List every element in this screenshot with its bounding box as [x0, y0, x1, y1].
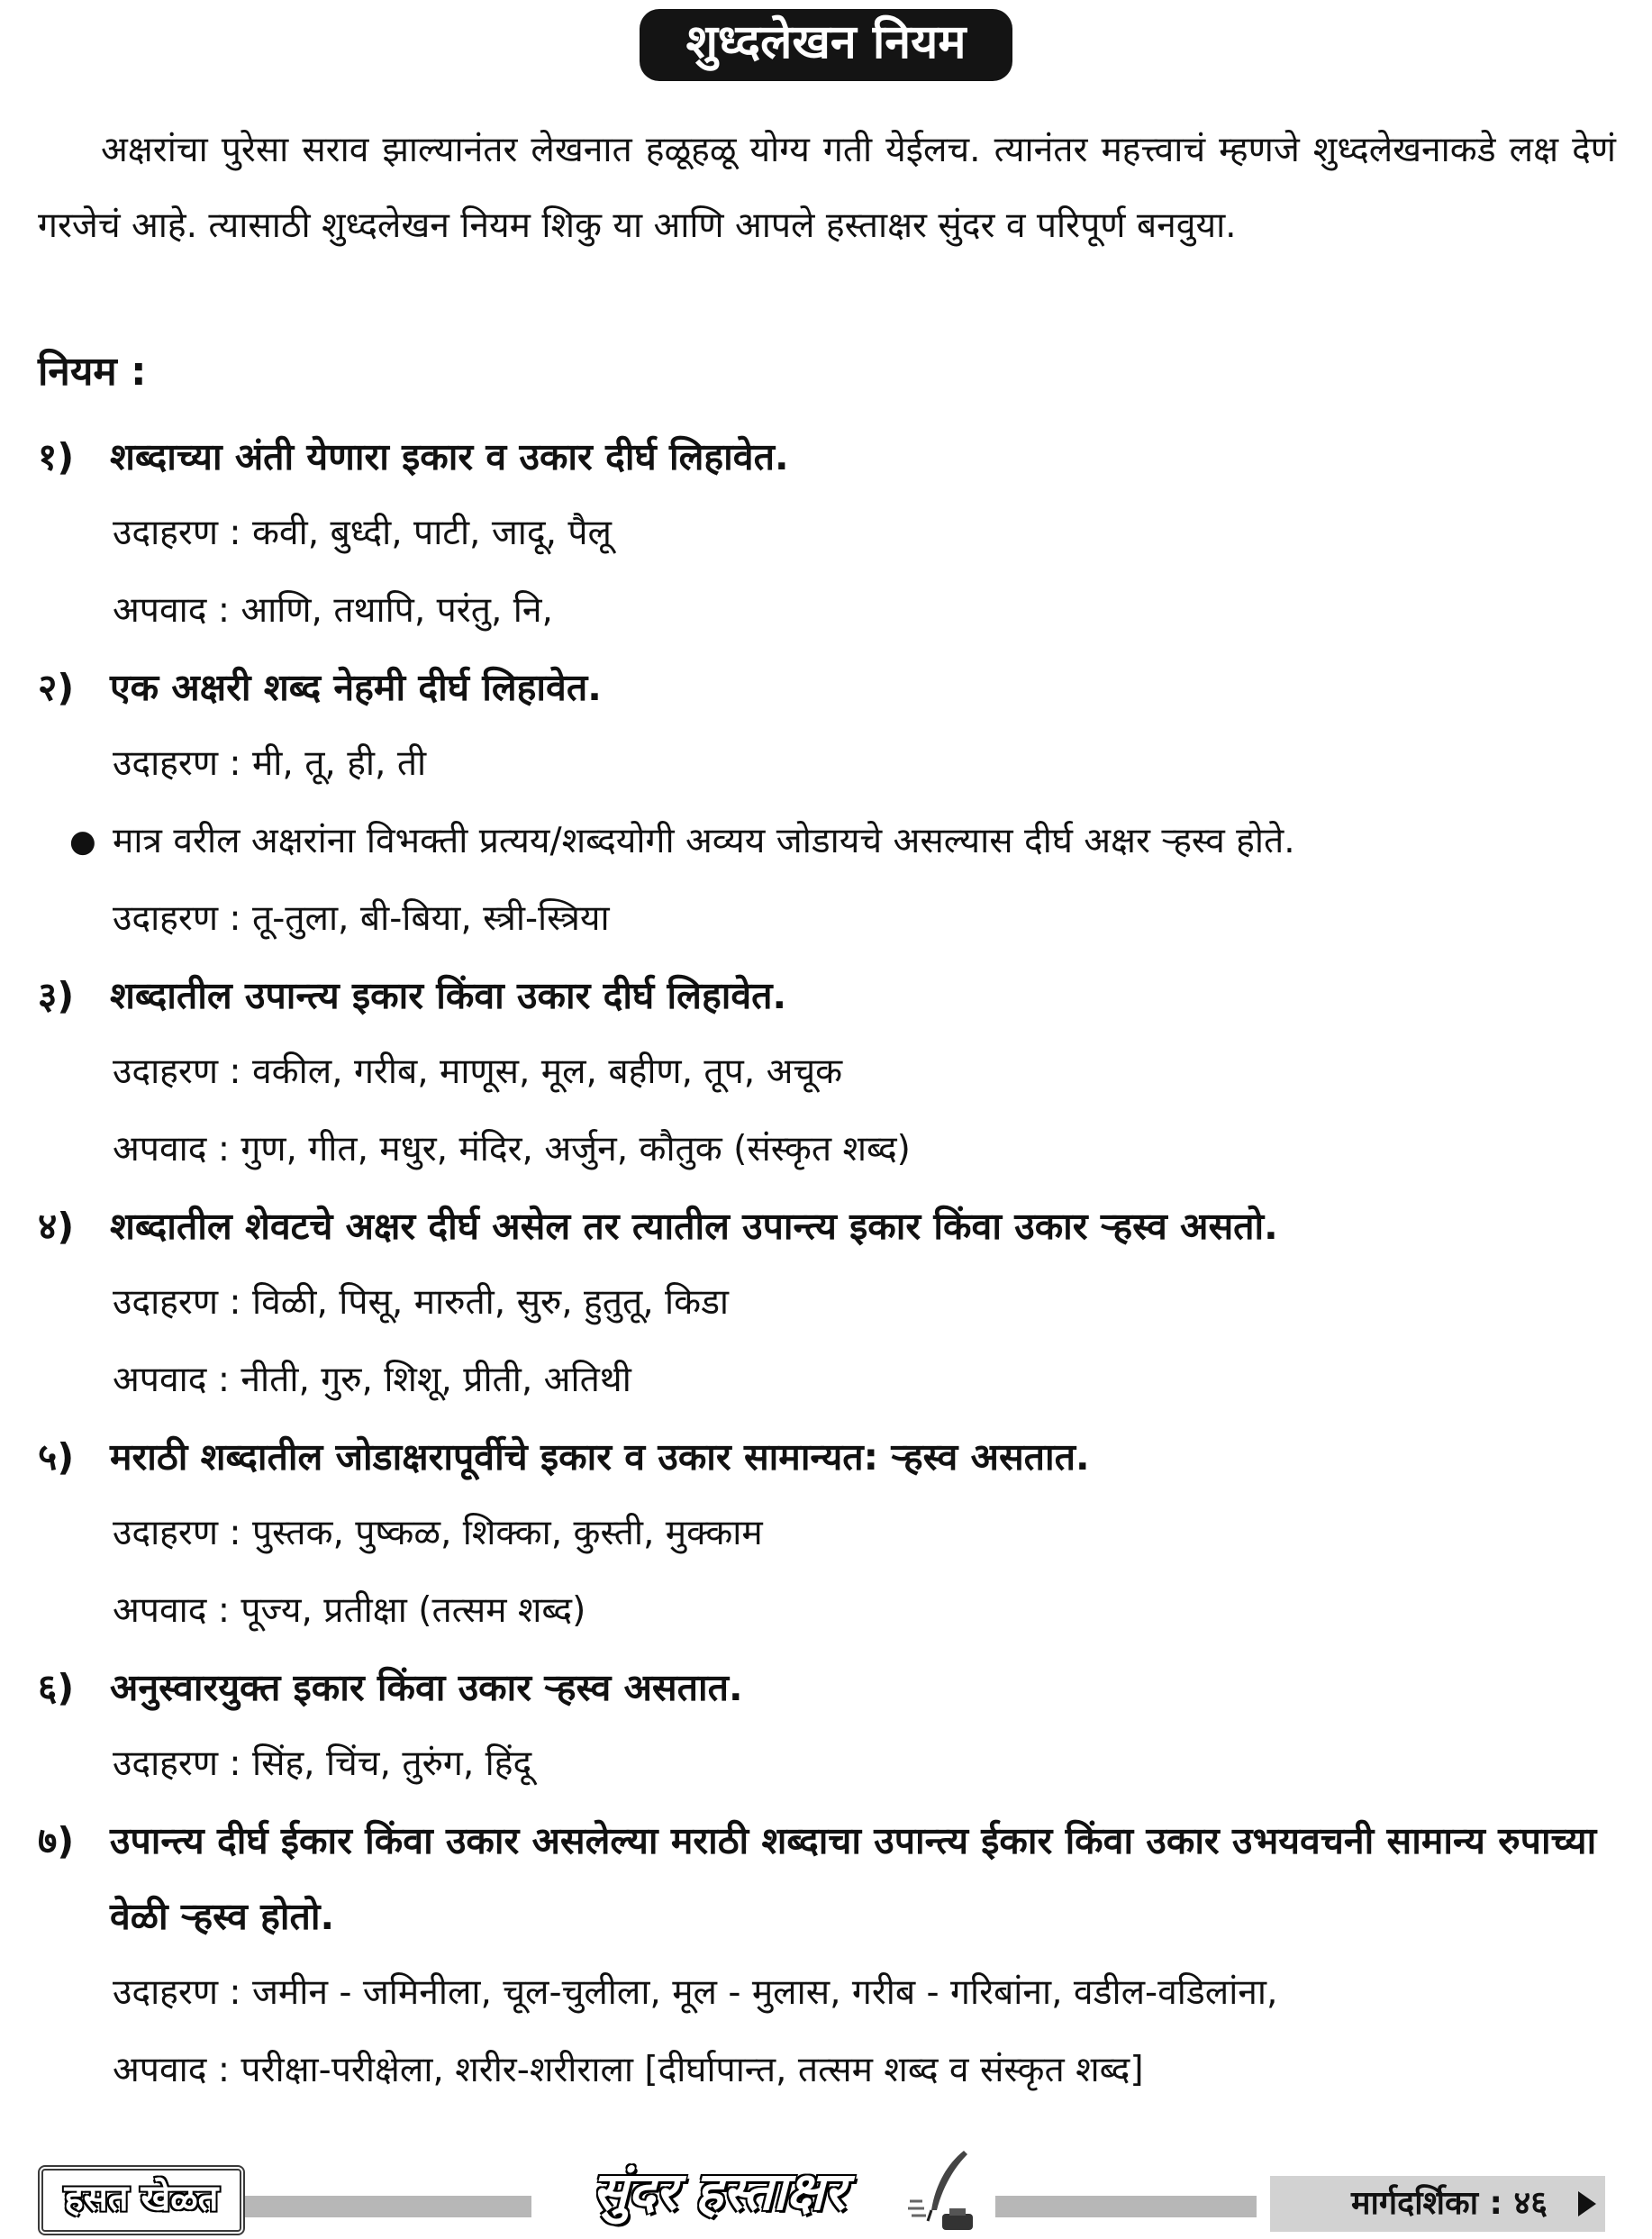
- rule-heading: मराठी शब्दातील जोडाक्षरापूर्वीचे इकार व उकार सामान्यत: ऱ्हस्व असतात.: [110, 1435, 1090, 1479]
- rule-number: १): [38, 435, 75, 478]
- rule-3: [38, 958, 1616, 1188]
- rule-example: उदाहरण : वकील, गरीब, माणूस, मूल, बहीण, तूप, अचूक: [113, 1051, 843, 1092]
- sundar-hastakshar-logo: सुंदर हस्ताक्षर: [592, 2161, 846, 2222]
- rule-5: [38, 1419, 1616, 1650]
- rule-heading: अनुस्वारयुक्त इकार किंवा उकार ऱ्हस्व असतात.: [110, 1666, 743, 1709]
- rule-example: उदाहरण : कवी, बुध्दी, पाटी, जादू, पैलू: [113, 513, 612, 553]
- rules-label: नियम :: [38, 349, 147, 395]
- rule-heading: शब्दातील शेवटचे अक्षर दीर्घ असेल तर त्यातील उपान्त्य इकार किंवा उकार ऱ्हस्व असतो.: [110, 1205, 1278, 1248]
- rule-example-2: उदाहरण : तू-तुला, बी-बिया, स्त्री-स्त्रिया: [113, 898, 610, 939]
- rule-number: ३): [38, 974, 75, 1017]
- page-title: शुध्दलेखन नियम: [640, 9, 1013, 81]
- rules-list: [38, 419, 1616, 2109]
- play-arrow-icon: [1578, 2191, 1596, 2216]
- rule-number: ७): [38, 1819, 75, 1862]
- rule-exception: अपवाद : परीक्षा-परीक्षेला, शरीर-शरीराला [दीर्घापान्त, तत्सम शब्द व संस्कृत शब्द]: [113, 2050, 1144, 2090]
- guide-page-label: [1270, 2176, 1605, 2232]
- rule-4: [38, 1188, 1616, 1419]
- rule-exception: अपवाद : पूज्य, प्रतीक्षा (तत्सम शब्द): [113, 1590, 586, 1631]
- footer-divider-left: [234, 2196, 531, 2217]
- footer-divider-right: [995, 2196, 1257, 2217]
- rule-7: [38, 1803, 1616, 2109]
- rule-number: ६): [38, 1666, 75, 1709]
- rule-heading: उपान्त्य दीर्घ ईकार किंवा उकार असलेल्या मराठी शब्दाचा उपान्त्य ईकार किंवा उकार उभयवचनी सामान्य रुपाच्या वेळी ऱ्हस्व होतो.: [110, 1819, 1597, 1938]
- intro-paragraph: अक्षरांचा पुरेसा सराव झाल्यानंतर लेखनात हळूहळू योग्य गती येईलच. त्यानंतर महत्त्वाचं म्हणजे शुध्दलेखनाकडे लक्ष देणं गरजेचं आहे. त्यासाठी शुध्दलेखन नियम शिकु या आणि आपले हस्ताक्षर सुंदर व परिपूर्ण बनवुया.: [38, 130, 1616, 246]
- rule-exception: अपवाद : आणि, तथापि, परंतु, नि,: [113, 590, 553, 631]
- rule-example: उदाहरण : जमीन - जमिनीला, चूल-चुलीला, मूल - मुलास, गरीब - गरिबांना, वडील-वडिलांना,: [113, 1972, 1278, 2013]
- footer: [0, 2140, 1652, 2239]
- rule-exception: अपवाद : नीती, गुरु, शिशू, प्रीती, अतिथी: [113, 1360, 631, 1400]
- hasat-khelat-logo: हसत खेळत: [38, 2165, 245, 2235]
- rule-example: उदाहरण : विळी, पिसू, मारुती, सुरु, हुतुतू, किडा: [113, 1282, 730, 1323]
- guide-page-text: मार्गदर्शिका : ४६: [1351, 2185, 1548, 2222]
- bullet-icon: ●: [69, 824, 96, 860]
- rule-heading: शब्दाच्या अंती येणारा इकार व उकार दीर्घ लिहावेत.: [110, 435, 789, 478]
- rule-heading: शब्दातील उपान्त्य इकार किंवा उकार दीर्घ लिहावेत.: [110, 974, 787, 1017]
- rule-number: २): [38, 666, 75, 709]
- rule-6: [38, 1650, 1616, 1803]
- rule-example: उदाहरण : सिंह, चिंच, तुरुंग, हिंदू: [113, 1743, 532, 1784]
- rule-1: [38, 419, 1616, 650]
- rule-number: ५): [38, 1435, 75, 1479]
- rule-exception: अपवाद : गुण, गीत, मधुर, मंदिर, अर्जुन, कौतुक (संस्कृत शब्द): [113, 1129, 911, 1170]
- title-container: [0, 9, 1652, 81]
- rule-bullet-note: [69, 803, 1616, 880]
- quill-inkpot-icon: [901, 2147, 991, 2234]
- rule-example: उदाहरण : मी, तू, ही, ती: [113, 743, 427, 784]
- rule-heading: एक अक्षरी शब्द नेहमी दीर्घ लिहावेत.: [110, 666, 602, 709]
- rule-2: [38, 650, 1616, 958]
- rule-example: उदाहरण : पुस्तक, पुष्कळ, शिक्का, कुस्ती, मुक्काम: [113, 1513, 763, 1553]
- bullet-text: मात्र वरील अक्षरांना विभक्ती प्रत्यय/शब्दयोगी अव्यय जोडायचे असल्यास दीर्घ अक्षर ऱ्हस्व होते.: [113, 821, 1295, 861]
- rule-number: ४): [38, 1205, 75, 1248]
